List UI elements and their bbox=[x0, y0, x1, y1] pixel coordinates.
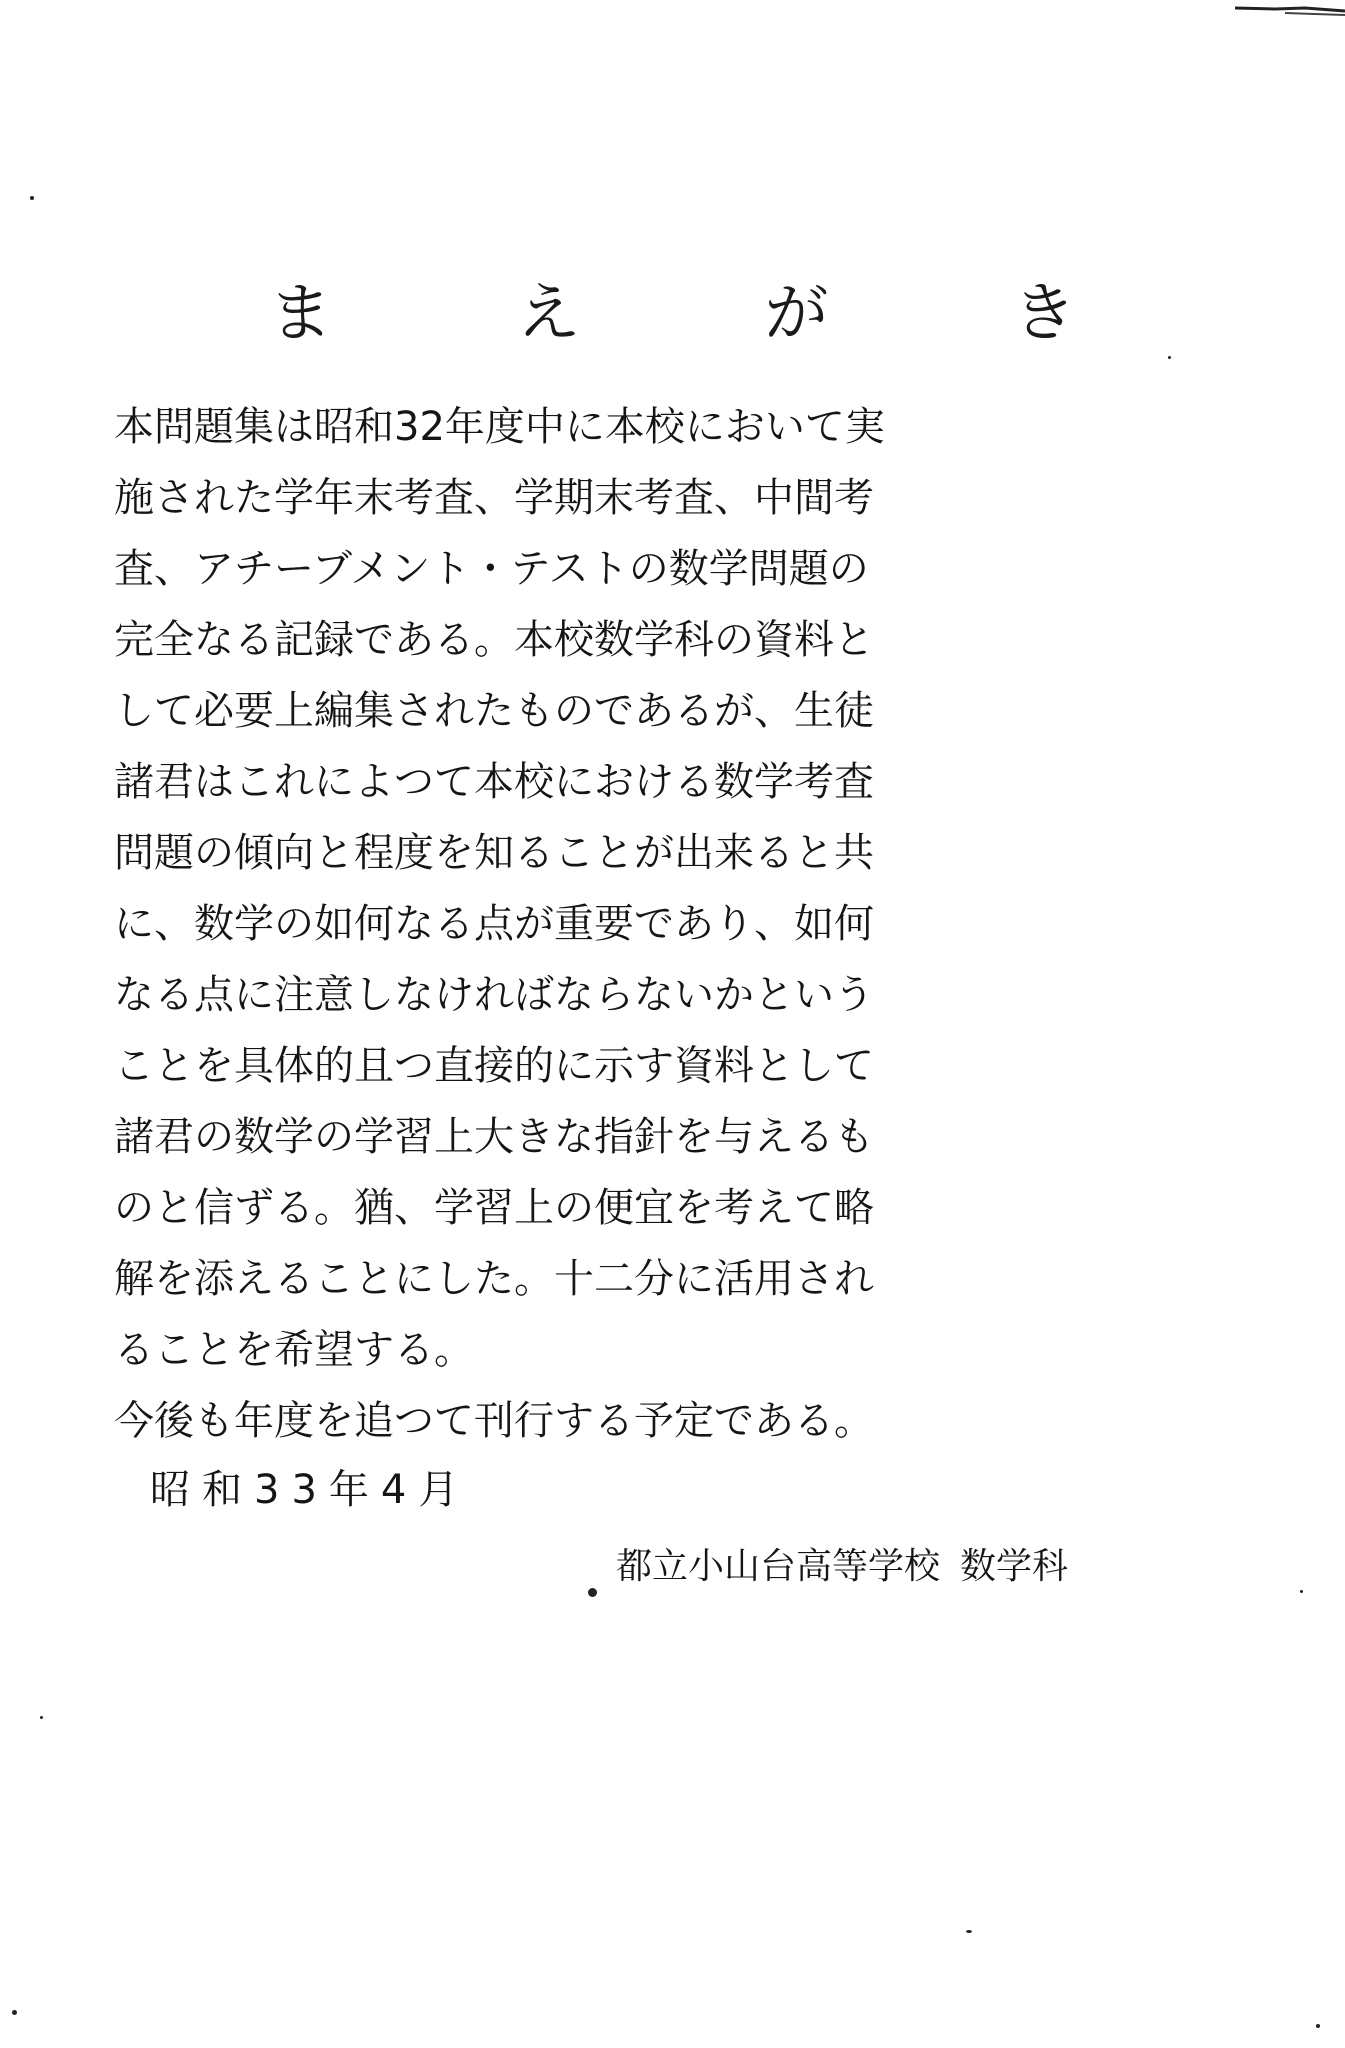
scan-speck bbox=[1300, 1590, 1303, 1593]
preface-line: なる点に注意しなければならないかという bbox=[114, 972, 874, 1018]
page-title: ま え が き bbox=[268, 277, 1137, 351]
preface-line: 今後も年度を追つて刊行する予定である。 bbox=[114, 1398, 874, 1444]
scan-artifact bbox=[1235, 6, 1345, 16]
preface-line: ことを具体的且つ直接的に示す資料として bbox=[114, 1043, 874, 1089]
school-name: 都立小山台高等学校 bbox=[616, 1546, 941, 1587]
department-name: 数学科 bbox=[960, 1546, 1069, 1587]
scan-speck bbox=[40, 1716, 43, 1719]
preface-body bbox=[114, 392, 1234, 1457]
scan-speck bbox=[12, 2010, 17, 2015]
signature bbox=[616, 1538, 1068, 1589]
preface-line: 施された学年末考査、学期末考査、中間考 bbox=[114, 475, 874, 521]
preface-line: 査、アチーブメント・テストの数学問題の bbox=[114, 546, 869, 592]
preface-line: 問題の傾向と程度を知ることが出来ると共 bbox=[114, 830, 874, 876]
scan-speck bbox=[1316, 2024, 1320, 2028]
preface-line: 諸君の数学の学習上大きな指針を与えるも bbox=[114, 1114, 874, 1160]
preface-line: 諸君はこれによつて本校における数学考査 bbox=[114, 759, 874, 805]
preface-line: に、数学の如何なる点が重要であり、如何 bbox=[114, 901, 874, 947]
scan-speck bbox=[588, 1588, 597, 1597]
preface-line: 本問題集は昭和32年度中に本校において実 bbox=[114, 404, 885, 450]
preface-line: ることを希望する。 bbox=[114, 1327, 474, 1373]
preface-line: 完全なる記録である。本校数学科の資料と bbox=[114, 617, 874, 663]
publication-date: 昭和33年4月 bbox=[150, 1467, 471, 1513]
scan-speck bbox=[966, 1930, 972, 1933]
preface-line: のと信ずる。猶、学習上の便宜を考えて略 bbox=[114, 1185, 874, 1231]
scan-speck bbox=[30, 196, 34, 200]
preface-line: 解を添えることにした。十二分に活用され bbox=[114, 1256, 874, 1302]
preface-line: して必要上編集されたものであるが、生徒 bbox=[114, 688, 874, 734]
scan-speck bbox=[1168, 356, 1171, 359]
